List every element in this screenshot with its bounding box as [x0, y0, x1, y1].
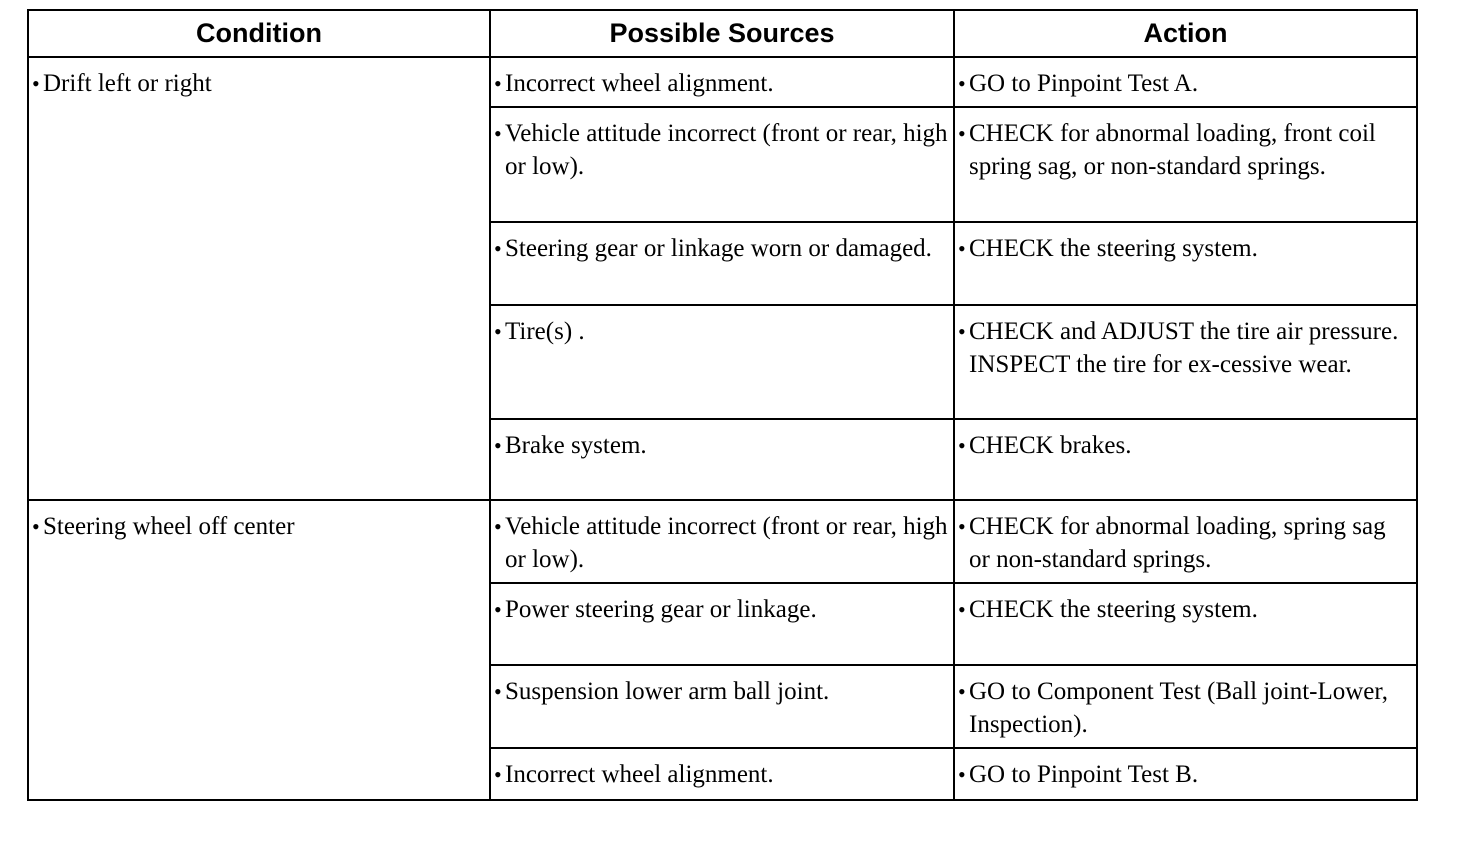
bullet-icon: • [958, 597, 966, 622]
action-cell [954, 419, 1417, 500]
bullet-icon: • [494, 679, 502, 704]
bullet-icon: • [494, 121, 502, 146]
action-cell [954, 305, 1417, 419]
source-cell [490, 222, 954, 305]
bullet-icon: • [494, 71, 502, 96]
source-cell-text: Suspension lower arm ball joint. [505, 678, 830, 705]
cell-content [494, 315, 949, 348]
cell-content [958, 429, 1412, 462]
bullet-icon: • [958, 121, 966, 146]
cell-content [32, 67, 485, 100]
source-cell [490, 665, 954, 748]
source-cell [490, 748, 954, 800]
action-cell [954, 500, 1417, 583]
source-cell [490, 305, 954, 419]
source-cell [490, 57, 954, 107]
table-row [28, 500, 1417, 583]
bullet-icon: • [958, 762, 966, 787]
bullet-icon: • [32, 514, 40, 539]
source-cell-text: Steering gear or linkage worn or damaged. [505, 235, 932, 262]
action-cell-text: CHECK the steering system. [969, 235, 1258, 262]
cell-content [494, 510, 949, 576]
cell-content [958, 315, 1412, 381]
cell-content [494, 117, 949, 183]
bullet-icon: • [494, 762, 502, 787]
cell-content [494, 758, 949, 791]
action-cell [954, 748, 1417, 800]
header-row [28, 10, 1417, 57]
bullet-icon: • [494, 236, 502, 261]
condition-cell [28, 500, 490, 800]
action-cell-text: CHECK for abnormal loading, spring sag or non-standard springs. [969, 513, 1386, 573]
source-cell-text: Incorrect wheel alignment. [505, 761, 774, 788]
cell-content [494, 232, 949, 265]
bullet-icon: • [958, 514, 966, 539]
bullet-icon: • [32, 71, 40, 96]
condition-cell-text: Drift left or right [43, 70, 212, 97]
bullet-icon: • [958, 319, 966, 344]
cell-content [494, 593, 949, 626]
condition-cell [28, 57, 490, 500]
action-cell [954, 222, 1417, 305]
cell-content [32, 510, 485, 543]
bullet-icon: • [494, 597, 502, 622]
cell-content [958, 675, 1412, 741]
action-cell [954, 665, 1417, 748]
cell-content [958, 510, 1412, 576]
cell-content [494, 429, 949, 462]
action-cell [954, 107, 1417, 222]
action-cell-text: CHECK and ADJUST the tire air pressure. INSPECT the tire for ex-cessive wear. [969, 318, 1399, 378]
header-condition: Condition [28, 10, 490, 57]
source-cell-text: Vehicle attitude incorrect (front or rear, high or low). [505, 120, 948, 180]
source-cell-text: Vehicle attitude incorrect (front or rear, high or low). [505, 513, 948, 573]
cell-content [958, 67, 1412, 100]
header-possible-sources: Possible Sources [490, 10, 954, 57]
header-action: Action [954, 10, 1417, 57]
bullet-icon: • [958, 679, 966, 704]
table-body [28, 57, 1417, 800]
action-cell-text: GO to Pinpoint Test B. [969, 761, 1199, 788]
bullet-icon: • [958, 71, 966, 96]
action-cell-text: GO to Component Test (Ball joint-Lower, Inspection). [969, 678, 1388, 738]
bullet-icon: • [494, 514, 502, 539]
action-cell-text: CHECK for abnormal loading, front coil spring sag, or non-standard springs. [969, 120, 1376, 180]
source-cell-text: Tire(s) . [505, 318, 585, 345]
bullet-icon: • [958, 433, 966, 458]
condition-cell-text: Steering wheel off center [43, 513, 295, 540]
cell-content [958, 758, 1412, 791]
bullet-icon: • [958, 236, 966, 261]
source-cell-text: Incorrect wheel alignment. [505, 70, 774, 97]
source-cell [490, 583, 954, 665]
bullet-icon: • [494, 433, 502, 458]
cell-content [958, 117, 1412, 183]
table-row [28, 57, 1417, 107]
action-cell-text: CHECK the steering system. [969, 596, 1258, 623]
source-cell-text: Brake system. [505, 432, 647, 459]
table-header [28, 10, 1417, 57]
action-cell [954, 57, 1417, 107]
cell-content [958, 593, 1412, 626]
diagnosis-table [27, 9, 1418, 801]
cell-content [494, 675, 949, 708]
source-cell-text: Power steering gear or linkage. [505, 596, 817, 623]
cell-content [958, 232, 1412, 265]
action-cell-text: GO to Pinpoint Test A. [969, 70, 1199, 97]
cell-content [494, 67, 949, 100]
source-cell [490, 107, 954, 222]
source-cell [490, 419, 954, 500]
action-cell [954, 583, 1417, 665]
bullet-icon: • [494, 319, 502, 344]
action-cell-text: CHECK brakes. [969, 432, 1132, 459]
source-cell [490, 500, 954, 583]
